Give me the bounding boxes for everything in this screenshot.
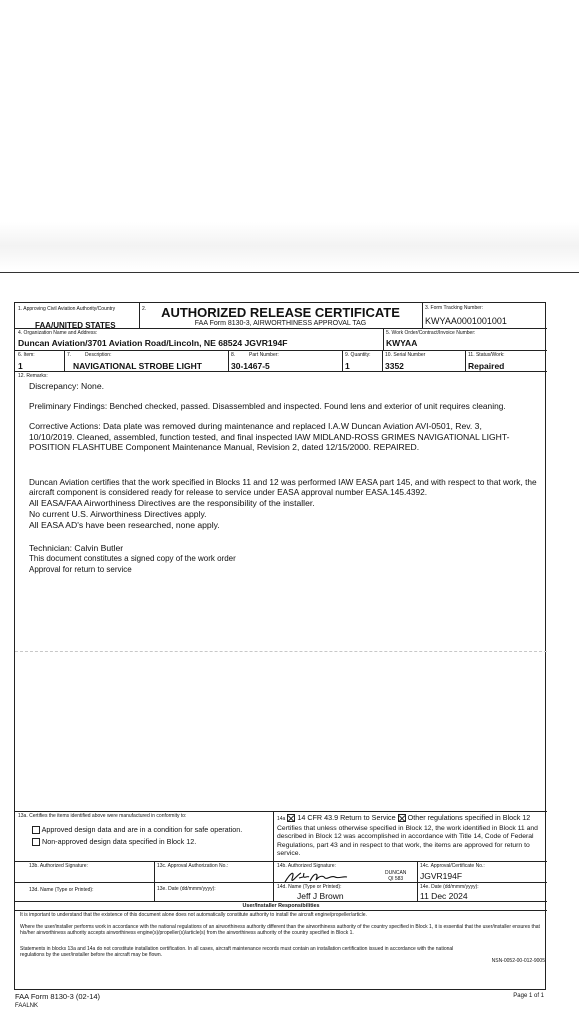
description-value: NAVIGATIONAL STROBE LIGHT	[73, 361, 202, 371]
scan-edge-line	[0, 272, 579, 273]
serial-number-value: 3352	[385, 361, 404, 371]
part-number-value: 30-1467-5	[231, 361, 270, 371]
faalnk-code: FAALNK	[15, 1003, 39, 1009]
release-certificate-form	[14, 302, 546, 990]
remarks-discrepancy: Discrepancy: None.	[29, 381, 104, 391]
certificate-number: JGVR194F	[420, 871, 463, 881]
remarks-ad-responsibility: All EASA/FAA Airworthiness Directives are the responsibility of the installer.	[29, 498, 315, 508]
option-approved-design	[32, 825, 242, 834]
serial-number-label: 10. Serial Number	[385, 352, 426, 358]
footer-note-2: Where the user/installer performs work in accordance with the national regulations of an airworthiness authority different than the airworthiness authority of the country specified in Block 1, it is essential that the user/installer ensures that his/her airworthiness authority accepts airworthiness engine(s)/propeller(s)/article(s) from the airworthiness authority of the country specified in Block 1.	[20, 924, 540, 936]
status-label: 11. Status/Work:	[468, 352, 505, 358]
remarks-no-current-ad: No current U.S. Airworthiness Directives apply.	[29, 509, 207, 519]
certificate-date: 11 Dec 2024	[420, 891, 468, 901]
remarks-signed-copy: This document constitutes a signed copy of the work order	[29, 554, 236, 563]
description-label: 7. Description:	[67, 352, 112, 358]
quantity-label: 9. Quantity:	[345, 352, 371, 358]
non-approved-design-checkbox[interactable]	[32, 838, 40, 846]
block14b-label: 14b. Authorized Signature:	[277, 863, 336, 869]
block4-label: 4. Organization Name and Address:	[18, 330, 98, 336]
tracking-number: KWYAA0001001001	[425, 316, 507, 326]
remarks-easa-certification: Duncan Aviation certifies that the work specified in Blocks 11 and 12 was performed IAW EASA part 145, and with respect to that work, the aircraft component is considered ready for release to service under EASA approval number EASA.145.4392.	[29, 477, 537, 497]
other-regs-checkbox-checked[interactable]	[398, 814, 406, 822]
paper-fold	[15, 651, 547, 652]
nsn-number: NSN-0052-00-012-9005	[491, 958, 545, 964]
page-number: Page 1 of 1	[513, 993, 544, 999]
stamp-code: QI 583	[388, 876, 404, 882]
work-order: KWYAA	[386, 338, 418, 348]
block14a-label: 14a	[277, 816, 286, 822]
part-number-label: 8. Part Number:	[231, 352, 279, 358]
cfr-checkbox-checked[interactable]	[287, 814, 295, 822]
printed-name: Jeff J Brown	[297, 891, 344, 901]
status-value: Repaired	[468, 361, 505, 371]
block13b-label: 13b. Authorized Signature:	[29, 863, 88, 869]
item-value: 1	[18, 361, 23, 371]
block13c-label: 13c. Approval Authorization No.:	[157, 863, 229, 869]
item-label: 6. Item:	[18, 352, 35, 358]
remarks-label: 12. Remarks:	[18, 373, 48, 379]
cfr-label: 14 CFR 43.9 Return to Service	[297, 813, 396, 822]
quantity-value: 1	[345, 361, 350, 371]
block2-label: 2.	[142, 306, 147, 312]
block1-label: 1. Approving Civil Aviation Authority/Country	[18, 306, 116, 312]
option-non-approved-design	[32, 837, 196, 846]
page-title: AUTHORIZED RELEASE CERTIFICATE	[161, 305, 400, 320]
footer-note-3: Statements in blocks 13a and 14a do not constitute installation certification. In all cases, aircraft maintenance records must contain an installation certification issued in accordance with the national regulations by the user/installer before the aircraft may be flown.	[20, 946, 454, 958]
block14c-label: 14c. Approval/Certificate No.:	[420, 863, 485, 869]
remarks-approval: Approval for return to service	[29, 565, 132, 574]
block13e-label: 13e. Date (dd/mmm/yyyy):	[157, 886, 216, 892]
remarks-preliminary: Preliminary Findings: Benched checked, passed. Disassembled and inspected. Found lens and exterior of unit requires cleaning.	[29, 401, 506, 411]
block14a-certification: Certifies that unless otherwise specified in Block 12, the work identified in Block 11 and described in Block 12 was accomplished in accordance with Title 14, Code of Federal Regulations, part 43 and in respect to that work, the items are approved for return to service.	[277, 825, 538, 857]
remarks-corrective: Corrective Actions: Data plate was removed during maintenance and replaced I.A.W Duncan Aviation AVI-0501, Rev. 3, 10/10/2019. Cleaned, assembled, function tested, and final inspected IAW MIDLAND-ROSS GRIMES NAVIGATIONAL LIGHT-POSITION FLASHTUBE Component Maintenance Manual, Revision 2, dated 12/15/2000. REPAIRED.	[29, 421, 510, 452]
block14d-label: 14d. Name (Type or Printed):	[277, 884, 342, 890]
other-regs-label: Other regulations specified in Block 12	[407, 813, 531, 822]
block14e-label: 14e. Date (dd/mmm/yyyy):	[420, 884, 479, 890]
block13d-label: 13d. Name (Type or Printed):	[29, 887, 94, 893]
approved-design-checkbox[interactable]	[32, 826, 40, 834]
org-name-address: Duncan Aviation/3701 Aviation Road/Lincoln, NE 68524 JGVR194F	[18, 338, 288, 348]
user-installer-heading: User/Installer Responsibilities	[242, 903, 320, 909]
inspector-stamp	[385, 870, 406, 882]
remarks-easa-ad: All EASA AD's have been researched, none apply.	[29, 520, 220, 530]
stamp-name: DUNCAN	[385, 870, 407, 876]
option-approved-label: Approved design data and are in a condition for safe operation.	[41, 825, 243, 834]
scan-shadow	[0, 222, 579, 270]
block13a-label: 13a. Certifies the items identified above were manufactured in conformity to:	[18, 813, 187, 819]
form-subtitle: FAA Form 8130-3, AIRWORTHINESS APPROVAL TAG	[194, 320, 367, 327]
block14a-options	[277, 813, 545, 822]
block5-label: 5. Work Order/Contract/Invoice Number:	[386, 330, 476, 336]
footer-note-1: It is important to understand that the existence of this document alone does not automatically constitute authority to install the aircraft engine/propeller/article.	[20, 912, 367, 918]
remarks-technician: Technician: Calvin Butler	[29, 543, 124, 553]
option-non-approved-label: Non-approved design data specified in Block 12.	[42, 837, 197, 846]
country-value: FAA/UNITED STATES	[35, 321, 116, 330]
block3-label: 3. Form Tracking Number:	[425, 305, 484, 311]
form-number: FAA Form 8130-3 (02-14)	[15, 992, 101, 1001]
